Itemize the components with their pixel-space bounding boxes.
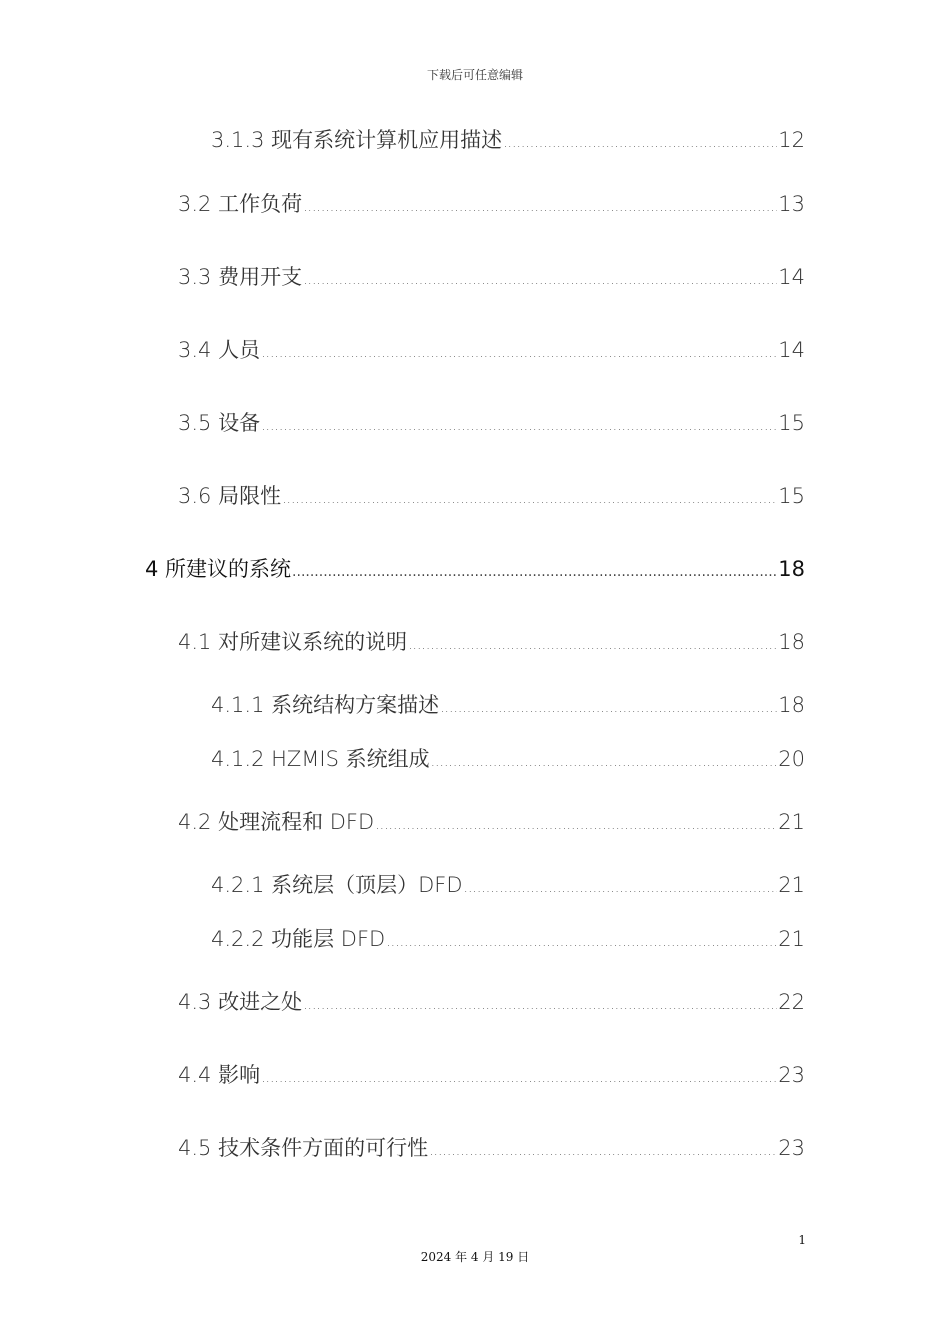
toc-entry-label: 4.5 技术条件方面的可行性 bbox=[178, 1136, 429, 1160]
toc-entry-page: 18 bbox=[778, 557, 805, 581]
toc-entry-3-2[interactable] bbox=[178, 190, 805, 221]
toc-entry-label: 3.1.3 现有系统计算机应用描述 bbox=[211, 128, 503, 152]
toc-entry-page: 12 bbox=[778, 128, 805, 152]
toc-entry-page: 23 bbox=[778, 1063, 805, 1087]
toc-entry-3-1-3[interactable] bbox=[211, 126, 805, 157]
toc-entry-label: 4.1 对所建议系统的说明 bbox=[178, 630, 408, 654]
toc-entry-4-3[interactable] bbox=[178, 988, 805, 1019]
toc-dot-leader bbox=[440, 694, 777, 722]
toc-entry-page: 21 bbox=[778, 873, 805, 897]
toc-entry-page: 18 bbox=[778, 693, 805, 717]
toc-entry-3-4[interactable] bbox=[178, 336, 805, 367]
toc-entry-4-1[interactable] bbox=[178, 628, 805, 659]
toc-dot-leader bbox=[282, 485, 777, 513]
toc-entry-page: 20 bbox=[778, 747, 805, 771]
toc-dot-leader bbox=[431, 748, 778, 776]
toc-entry-page: 23 bbox=[778, 1136, 805, 1160]
toc-entry-label: 4.2.1 系统层（顶层）DFD bbox=[211, 873, 463, 897]
toc-entry-4[interactable] bbox=[145, 555, 805, 586]
toc-entry-page: 18 bbox=[778, 630, 805, 654]
toc-entry-page: 21 bbox=[778, 810, 805, 834]
page-number: 1 bbox=[798, 1233, 806, 1247]
footer-date: 2024 年 4 月 19 日 bbox=[420, 1250, 530, 1264]
toc-entry-label: 3.4 人员 bbox=[178, 338, 261, 362]
toc-entry-4-1-2[interactable] bbox=[211, 745, 805, 776]
toc-entry-label: 4.1.1 系统结构方案描述 bbox=[211, 693, 440, 717]
toc-entry-4-1-1[interactable] bbox=[211, 691, 805, 722]
toc-dot-leader bbox=[408, 631, 777, 659]
toc-dot-leader bbox=[292, 558, 777, 586]
toc-entry-label: 3.3 费用开支 bbox=[178, 265, 303, 289]
toc-dot-leader bbox=[261, 412, 777, 440]
toc-dot-leader bbox=[303, 193, 777, 221]
toc-dot-leader bbox=[429, 1137, 777, 1165]
toc-dot-leader bbox=[303, 991, 777, 1019]
toc-dot-leader bbox=[303, 266, 777, 294]
toc-dot-leader bbox=[261, 1064, 777, 1092]
toc-entry-page: 15 bbox=[778, 411, 805, 435]
toc-entry-label: 4.4 影响 bbox=[178, 1063, 261, 1087]
toc-entry-label: 4 所建议的系统 bbox=[145, 557, 292, 581]
toc-dot-leader bbox=[375, 811, 777, 839]
toc-entry-label: 4.2.2 功能层 DFD bbox=[211, 927, 386, 951]
toc-entry-page: 22 bbox=[778, 990, 805, 1014]
toc-entry-3-5[interactable] bbox=[178, 409, 805, 440]
toc-dot-leader bbox=[386, 928, 777, 956]
toc-entry-4-2-1[interactable] bbox=[211, 871, 805, 902]
toc-entry-4-5[interactable] bbox=[178, 1134, 805, 1165]
toc-dot-leader bbox=[261, 339, 777, 367]
toc-entry-page: 14 bbox=[778, 338, 805, 362]
toc-entry-3-3[interactable] bbox=[178, 263, 805, 294]
toc-entry-label: 4.1.2 HZMIS 系统组成 bbox=[211, 747, 430, 771]
toc-entry-3-6[interactable] bbox=[178, 482, 805, 513]
toc-entry-label: 3.6 局限性 bbox=[178, 484, 282, 508]
header-note: 下载后可任意编辑 bbox=[426, 68, 523, 82]
toc-entry-page: 15 bbox=[778, 484, 805, 508]
toc-entry-4-4[interactable] bbox=[178, 1061, 805, 1092]
toc-entry-label: 3.5 设备 bbox=[178, 411, 261, 435]
toc-entry-label: 4.3 改进之处 bbox=[178, 990, 303, 1014]
toc-dot-leader bbox=[503, 129, 777, 157]
toc-entry-page: 13 bbox=[778, 192, 805, 216]
toc-dot-leader bbox=[464, 874, 778, 902]
toc-entry-page: 14 bbox=[778, 265, 805, 289]
toc-entry-4-2-2[interactable] bbox=[211, 925, 805, 956]
toc-entry-page: 21 bbox=[778, 927, 805, 951]
toc-entry-label: 3.2 工作负荷 bbox=[178, 192, 303, 216]
toc-entry-label: 4.2 处理流程和 DFD bbox=[178, 810, 375, 834]
toc-entry-4-2[interactable] bbox=[178, 808, 805, 839]
